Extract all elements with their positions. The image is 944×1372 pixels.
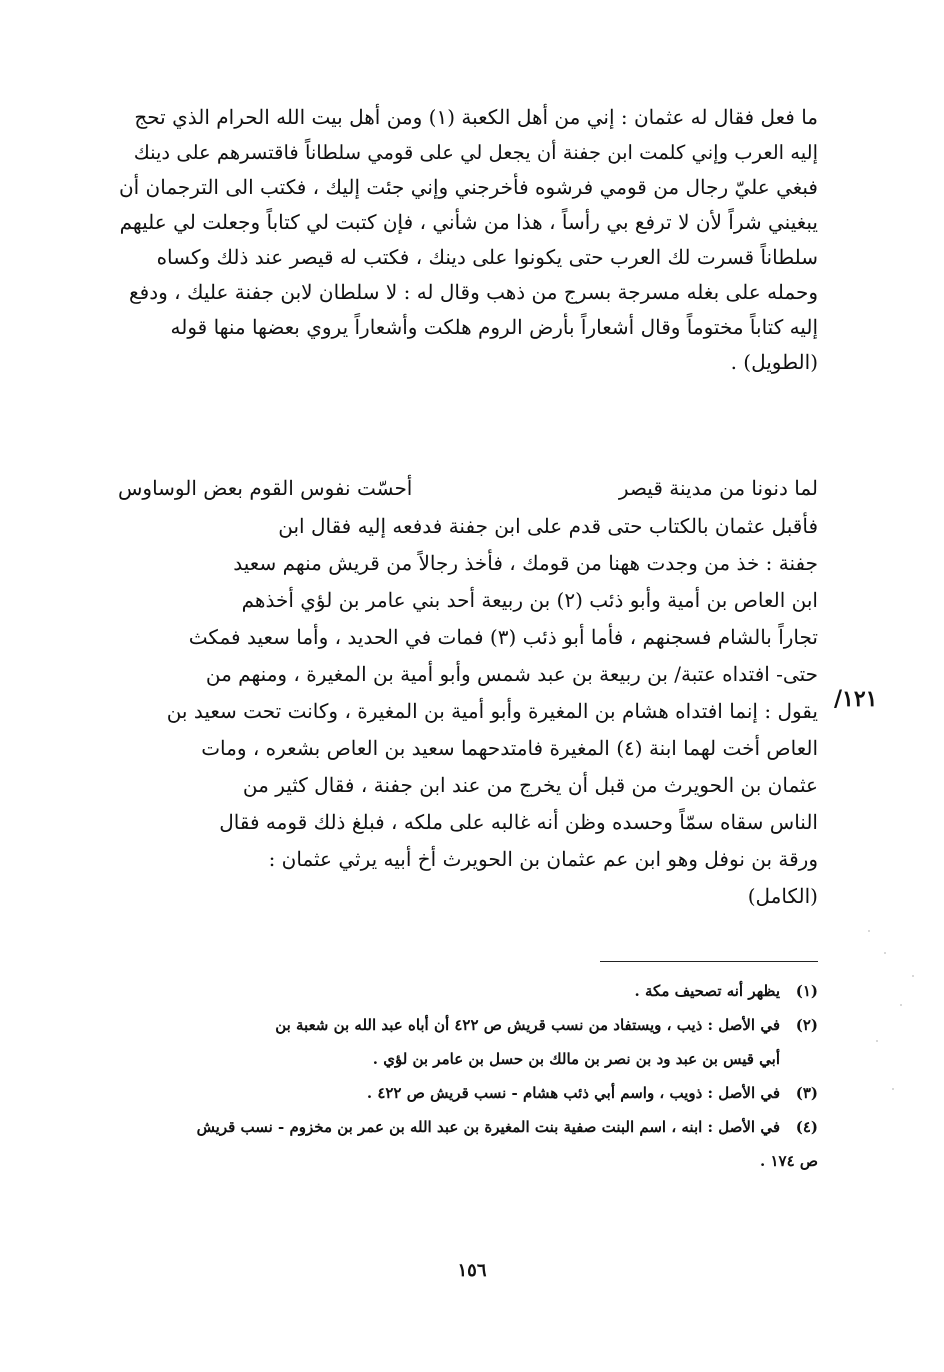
manuscript-folio-marker: ١٢١/ [834, 686, 878, 712]
text-line: (الطويل) . [730, 350, 818, 374]
text-line: حتى- افتداه عتبة/ بن ربيعة بن عبد شمس وأبو أمية بن المغيرة ، ومنهم من [205, 662, 818, 686]
footnote [118, 1076, 818, 1110]
text-line: إليه العرب وإني كلمت ابن جفنة أن يجعل لي على قومي سلطاناً فاقتسرهم على دينك [133, 141, 818, 164]
verse-line [118, 470, 818, 506]
footnote [118, 974, 818, 1008]
scan-speck [876, 1040, 878, 1042]
footnote-text: في الأصل : ابنه ، اسم البنت صفية بنت المغيرة بن عبد الله بن عمر بن مخزوم - نسب قريش [196, 1118, 780, 1136]
paragraph-1 [118, 100, 818, 380]
footnote-line [118, 1076, 818, 1110]
text-line: سلطاناً قسرت لك العرب حتى يكونوا على دينك ، فكتب له قيصر عند ذلك وكساه [156, 245, 818, 269]
footnote-line: ص ١٧٤ . [760, 1152, 818, 1170]
verse-second-hemistich: أحسّت نفوس القوم بعض الوساوس [118, 476, 413, 500]
footnote-line [118, 1008, 818, 1042]
verse-first-hemistich: لما دنونا من مدينة قيصر [618, 476, 818, 500]
page-number: ١٥٦ [457, 1260, 487, 1281]
poem-verse [118, 470, 818, 506]
scan-speck [892, 1088, 894, 1090]
footnote-line [118, 1110, 818, 1144]
paragraph-2 [118, 508, 818, 915]
scan-speck [900, 1004, 902, 1006]
footnote-number: (٢) [795, 1016, 818, 1034]
footnotes [118, 974, 818, 1178]
footnote [118, 1008, 818, 1076]
footnote-line [118, 974, 818, 1008]
text-line: العاص أخت لهما ابنة (٤) المغيرة فامتدحهما سعيد بن العاص بشعره ، ومات [201, 736, 818, 760]
text-line: تجاراً بالشام فسجنهم ، فأما أبو ذئب (٣) فمات في الحديد ، وأما سعيد فمكث [188, 625, 818, 649]
footnote-text: يظهر أنه تصحيف مكة . [634, 982, 780, 1000]
footnote [118, 1110, 818, 1178]
footnote-text: في الأصل : ذويب ، واسم أبي ذئب هشام - نسب قريش ص ٤٢٢ . [366, 1084, 780, 1102]
text-line: عثمان بن الحويرث من قبل أن يخرج من عند ابن جفنة ، فقال كثير من [242, 773, 818, 797]
text-line: ورقة بن نوفل وهو ابن عم عثمان بن الحويرث أخ أبيه يرثي عثمان : [268, 847, 818, 871]
text-line: فأقبل عثمان بالكتاب حتى قدم على ابن جفنة فدفعه إليه فقال ابن [278, 514, 818, 538]
text-line: ما فعل فقال له عثمان : إني من أهل الكعبة (١) ومن أهل بيت الله الحرام الذي تحج [134, 105, 818, 129]
footnote-number: (٤) [795, 1118, 818, 1136]
footnote-separator [600, 961, 818, 962]
text-line: (الكامل) [747, 884, 818, 908]
scan-speck [884, 952, 886, 954]
scan-speck [868, 930, 870, 932]
text-line: جفنة : خذ من وجدت ههنا من قومك ، فأخذ رجالاً من قريش منهم سعيد [233, 551, 818, 575]
footnote-text: في الأصل : ذيب ، ويستفاد من نسب قريش ص ٤٢٢ أن أباه عبد الله بن شعبة بن [275, 1016, 780, 1034]
text-line: يقول : إنما افتداه هشام بن المغيرة وأبو أمية بن المغيرة ، وكانت تحت سعيد بن [166, 699, 818, 723]
text-line: إليه كتاباً مختوماً وقال أشعاراً بأرض الروم هلكت وأشعاراً يروي بعضها منها قوله [170, 315, 818, 339]
text-line: وحمله على بغله مسرجة بسرج من ذهب وقال له : لا سلطان لابن جفنة عليك ، ودفع [129, 280, 818, 304]
text-line: ابن العاص بن أمية وأبو ذئب (٢) بن ربيعة أحد بني عامر بن لؤي أخذهم [241, 588, 818, 612]
text-line: يبغيني شراً لأن لا ترفع بي رأساً ، هذا من شأني ، فإن كتبت لي كتاباً وجعلت لي عليهم [119, 210, 818, 234]
scan-speck [912, 975, 914, 977]
text-line: فبغي عليّ رجال من قومي فرشوه فأخرجني وإني جئت إليك ، فكتب الى الترجمان أن [118, 175, 818, 199]
footnote-line: أبي قيس بن عبد ود بن نصر بن مالك بن حسل بن عامر بن لؤي . [372, 1050, 780, 1068]
text-line: الناس سقاه سمّاً وحسده وظن أنه غالبه على ملكه ، فبلغ ذلك قومه فقال [219, 810, 818, 834]
footnote-number: (٣) [795, 1084, 818, 1102]
footnote-number: (١) [795, 982, 818, 1000]
